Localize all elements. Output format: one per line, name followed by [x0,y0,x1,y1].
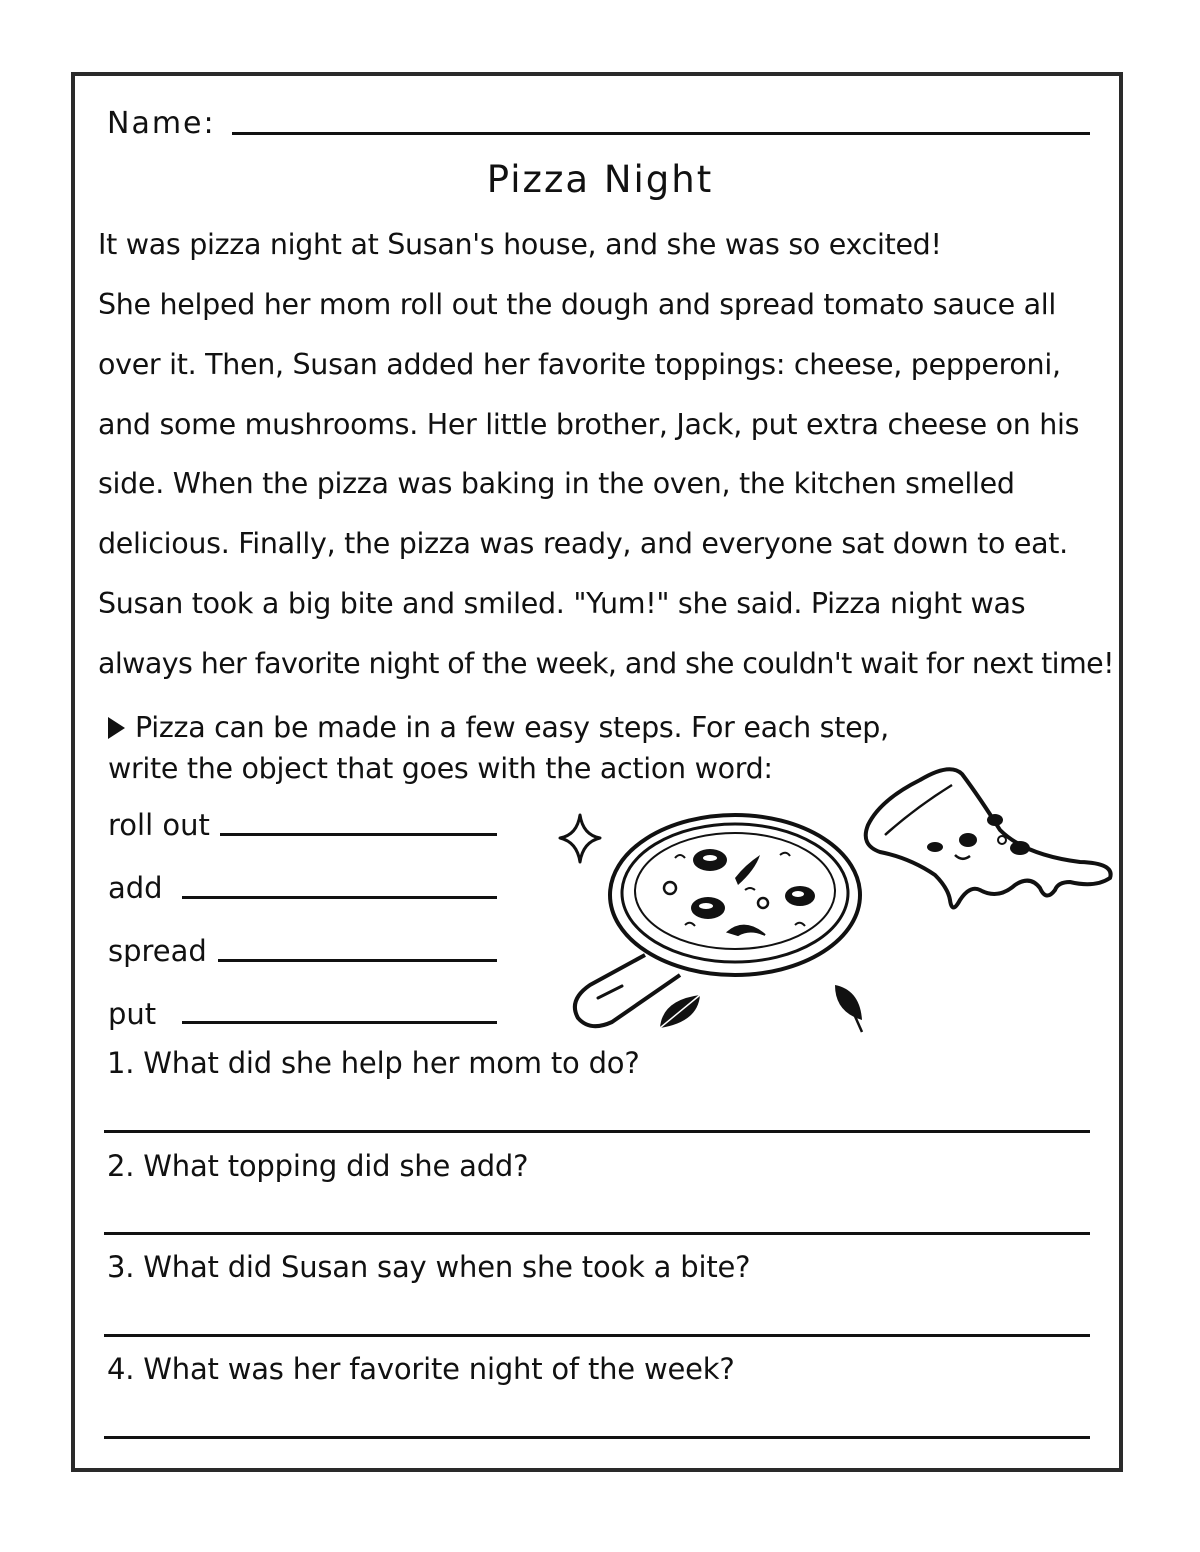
name-label: Name: [107,106,216,141]
question-3: 3. What did Susan say when she took a bite? [107,1250,751,1284]
name-input-line[interactable] [232,132,1090,135]
answer-line-4[interactable] [104,1436,1090,1439]
answer-line-3[interactable] [104,1334,1090,1337]
triangle-bullet-icon [108,717,125,739]
answer-line-1[interactable] [104,1130,1090,1133]
story-line: side. When the pizza was baking in the oven, the kitchen smelled [98,467,1015,500]
step-word-roll-out: roll out [108,808,210,842]
story-line: It was pizza night at Susan's house, and she was so excited! [98,228,942,261]
story-line: and some mushrooms. Her little brother, Jack, put extra cheese on his [98,408,1080,441]
pizza-pan-icon [575,815,860,1026]
instruction-text: Pizza can be made in a few easy steps. For each step, [135,711,889,744]
instruction-line: write the object that goes with the action word: [108,752,773,785]
pizza-illustration [550,760,1130,1050]
question-4: 4. What was her favorite night of the week? [107,1352,735,1386]
story-line: Susan took a big bite and smiled. "Yum!" she said. Pizza night was [98,587,1026,620]
story-line: delicious. Finally, the pizza was ready, and everyone sat down to eat. [98,527,1068,560]
page-title: Pizza Night [486,158,714,201]
step-word-spread: spread [108,934,207,968]
answer-line-2[interactable] [104,1232,1090,1235]
step-answer-line[interactable] [182,1021,497,1024]
pizza-slice-icon [866,769,1111,907]
story-line: always her favorite night of the week, and she couldn't wait for next time! [98,647,1114,680]
story-line: She helped her mom roll out the dough and spread tomato sauce all [98,288,1057,321]
basil-leaf-icon [655,985,862,1032]
step-word-put: put [108,997,157,1031]
step-answer-line[interactable] [182,896,497,899]
question-2: 2. What topping did she add? [107,1149,529,1183]
question-1: 1. What did she help her mom to do? [107,1046,640,1080]
step-word-add: add [108,871,163,905]
story-line: over it. Then, Susan added her favorite toppings: cheese, pepperoni, [98,348,1061,381]
step-answer-line[interactable] [220,833,497,836]
instruction-line [108,711,889,744]
step-answer-line[interactable] [218,959,497,962]
sparkle-icon [560,815,600,862]
